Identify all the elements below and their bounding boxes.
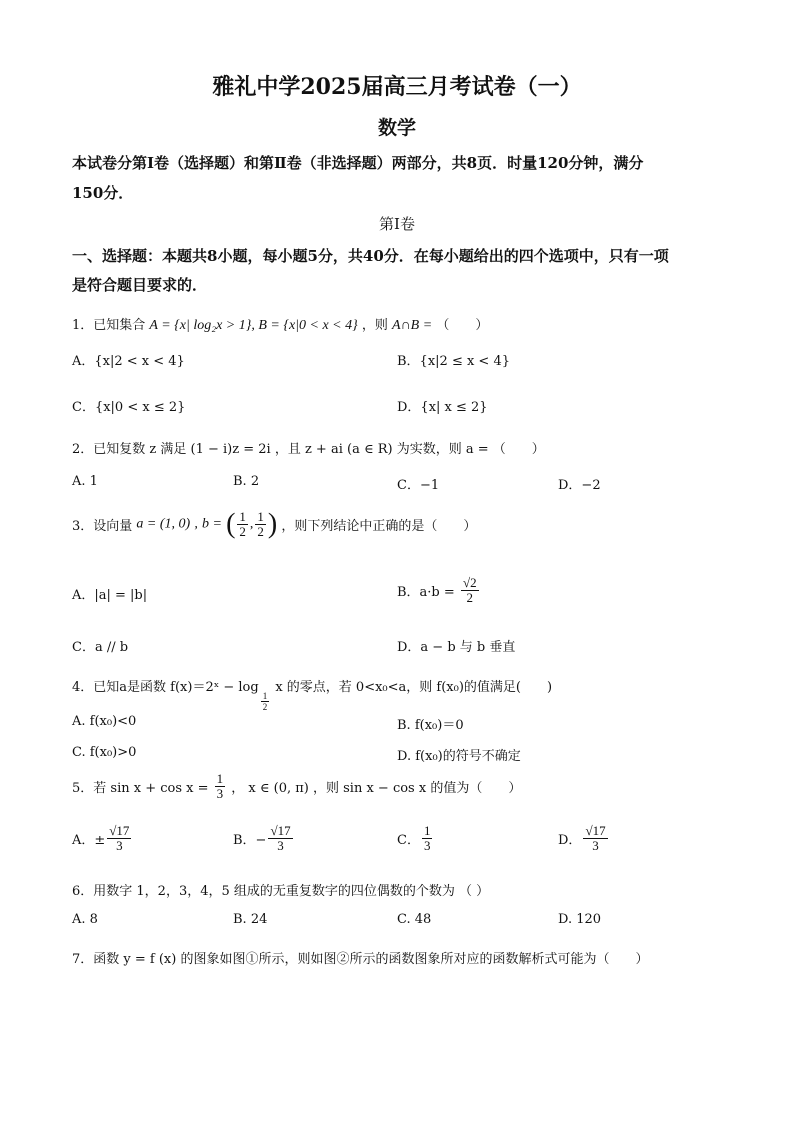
q3-option-d: D．a − b 与 b 垂直: [397, 640, 516, 655]
q3-option-a: A．|a| = |b|: [72, 588, 148, 603]
part-label: 第Ⅰ卷: [379, 215, 415, 233]
question-6: 6．用数字 1，2，3，4，5 组成的无重复数字的四位偶数的个数为 （ ）: [72, 884, 490, 899]
q6-option-c: C. 48: [397, 912, 432, 927]
q1-option-c: C．{x|0 < x ≤ 2}: [72, 400, 186, 415]
q4-option-c: C. f(x₀)>0: [72, 745, 137, 760]
question-7: 7．函数 y = f (x) 的图象如图①所示，则如图②所示的函数图象所对应的函数解析式可能为（ ）: [72, 952, 649, 967]
q5-prefix: 5．若 sin x + cos x =: [72, 781, 209, 796]
q1-suffix: ，则: [361, 318, 388, 333]
q2-option-a: A. 1: [72, 474, 98, 489]
question-5: [72, 772, 521, 801]
q3-frac-1: $\frac{1}{2}$: [239, 509, 246, 539]
intro-line-1: 本试卷分第Ⅰ卷（选择题）和第Ⅱ卷（非选择题）两部分，共8页．时量120分钟，满分: [72, 154, 644, 172]
section-heading-line-2: 是符合题目要求的．: [72, 276, 208, 294]
q5-option-c: C． $\frac{1}{3}$: [397, 823, 431, 853]
subject-heading: 数学: [377, 117, 416, 139]
q4-text-after: x 的零点，若 0<x₀<a，则 f(x₀)的值满足( ): [275, 680, 553, 695]
q6-option-d: D. 120: [558, 912, 602, 927]
q3-vector-a: a = (1, 0): [136, 516, 191, 532]
q1-paren: （ ）: [436, 318, 489, 333]
page-title: 雅礼中学2025届高三月考试卷（一）: [212, 74, 582, 100]
q6-option-b: B. 24: [233, 912, 268, 927]
q1-option-b: B．{x|2 ≤ x < 4}: [397, 354, 510, 369]
q5-option-d: D． $\frac{√17}{3}$: [558, 823, 606, 853]
question-4: [72, 676, 552, 712]
q3-optb-frac: $\frac{√2}{2}$: [462, 575, 477, 605]
q1-option-a: A．{x|2 < x < 4}: [72, 354, 185, 369]
question-1: [72, 314, 488, 334]
q4-option-a: A. f(x₀)<0: [72, 714, 137, 729]
section-heading-line-1: 一、选择题：本题共8小题，每小题5分，共40分．在每小题给出的四个选项中，只有一项: [72, 247, 669, 265]
q3-suffix: ，则下列结论中正确的是（ ）: [281, 519, 477, 534]
q3-vector-b: b =: [201, 516, 222, 532]
q5-option-b: B．− $\frac{√17}{3}$: [233, 823, 291, 853]
q5-option-a: A．± $\frac{√17}{3}$: [72, 823, 130, 853]
q5-mid: ， x ∈ (0, π) ，则 sin x − cos x 的值为（ ）: [231, 781, 522, 796]
question-2: 2．已知复数 z 满足 (1 − i)z = 2i ，且 z + ai (a ∈ R) 为实数，则 a = （ ）: [72, 442, 545, 457]
intro-line-2: 150分．: [72, 184, 134, 202]
q4-option-d: D. f(x₀)的符号不确定: [397, 749, 521, 764]
q4-text: 4．已知a是函数 f(x)＝2ˣ − log: [72, 680, 259, 695]
q4-option-b: B. f(x₀)＝0: [397, 718, 464, 733]
q1-option-d: D．{x| x ≤ 2}: [397, 400, 488, 415]
question-3: 3．设向量 a = (1, 0) , b = ( $\frac{1}{2}$ , $\frac{1}{2}$ ) ，则下列结论中正确的是（ ）: [72, 508, 477, 540]
q2-option-d: D．−2: [558, 478, 601, 493]
q3-frac-2: $\frac{1}{2}$: [257, 509, 264, 539]
q1-prefix: 1．已知集合: [72, 318, 146, 333]
q1-ask: A∩B =: [392, 318, 433, 333]
q3-prefix: 3．设向量: [72, 519, 133, 534]
q3-option-c: C．a // b: [72, 640, 129, 655]
q1-sets: A = {x| log₂x > 1}, B = {x|0 < x < 4}: [149, 318, 358, 333]
q3-option-b: B．a·b = $\frac{√2}{2}$: [397, 575, 477, 605]
q5-rhs-frac: $\frac{1}{3}$: [216, 771, 224, 801]
q2-option-c: C．−1: [397, 478, 440, 493]
q4-log-base: $\frac{1}{2}$: [262, 691, 268, 712]
q6-option-a: A. 8: [72, 912, 98, 927]
q2-option-b: B. 2: [233, 474, 260, 489]
